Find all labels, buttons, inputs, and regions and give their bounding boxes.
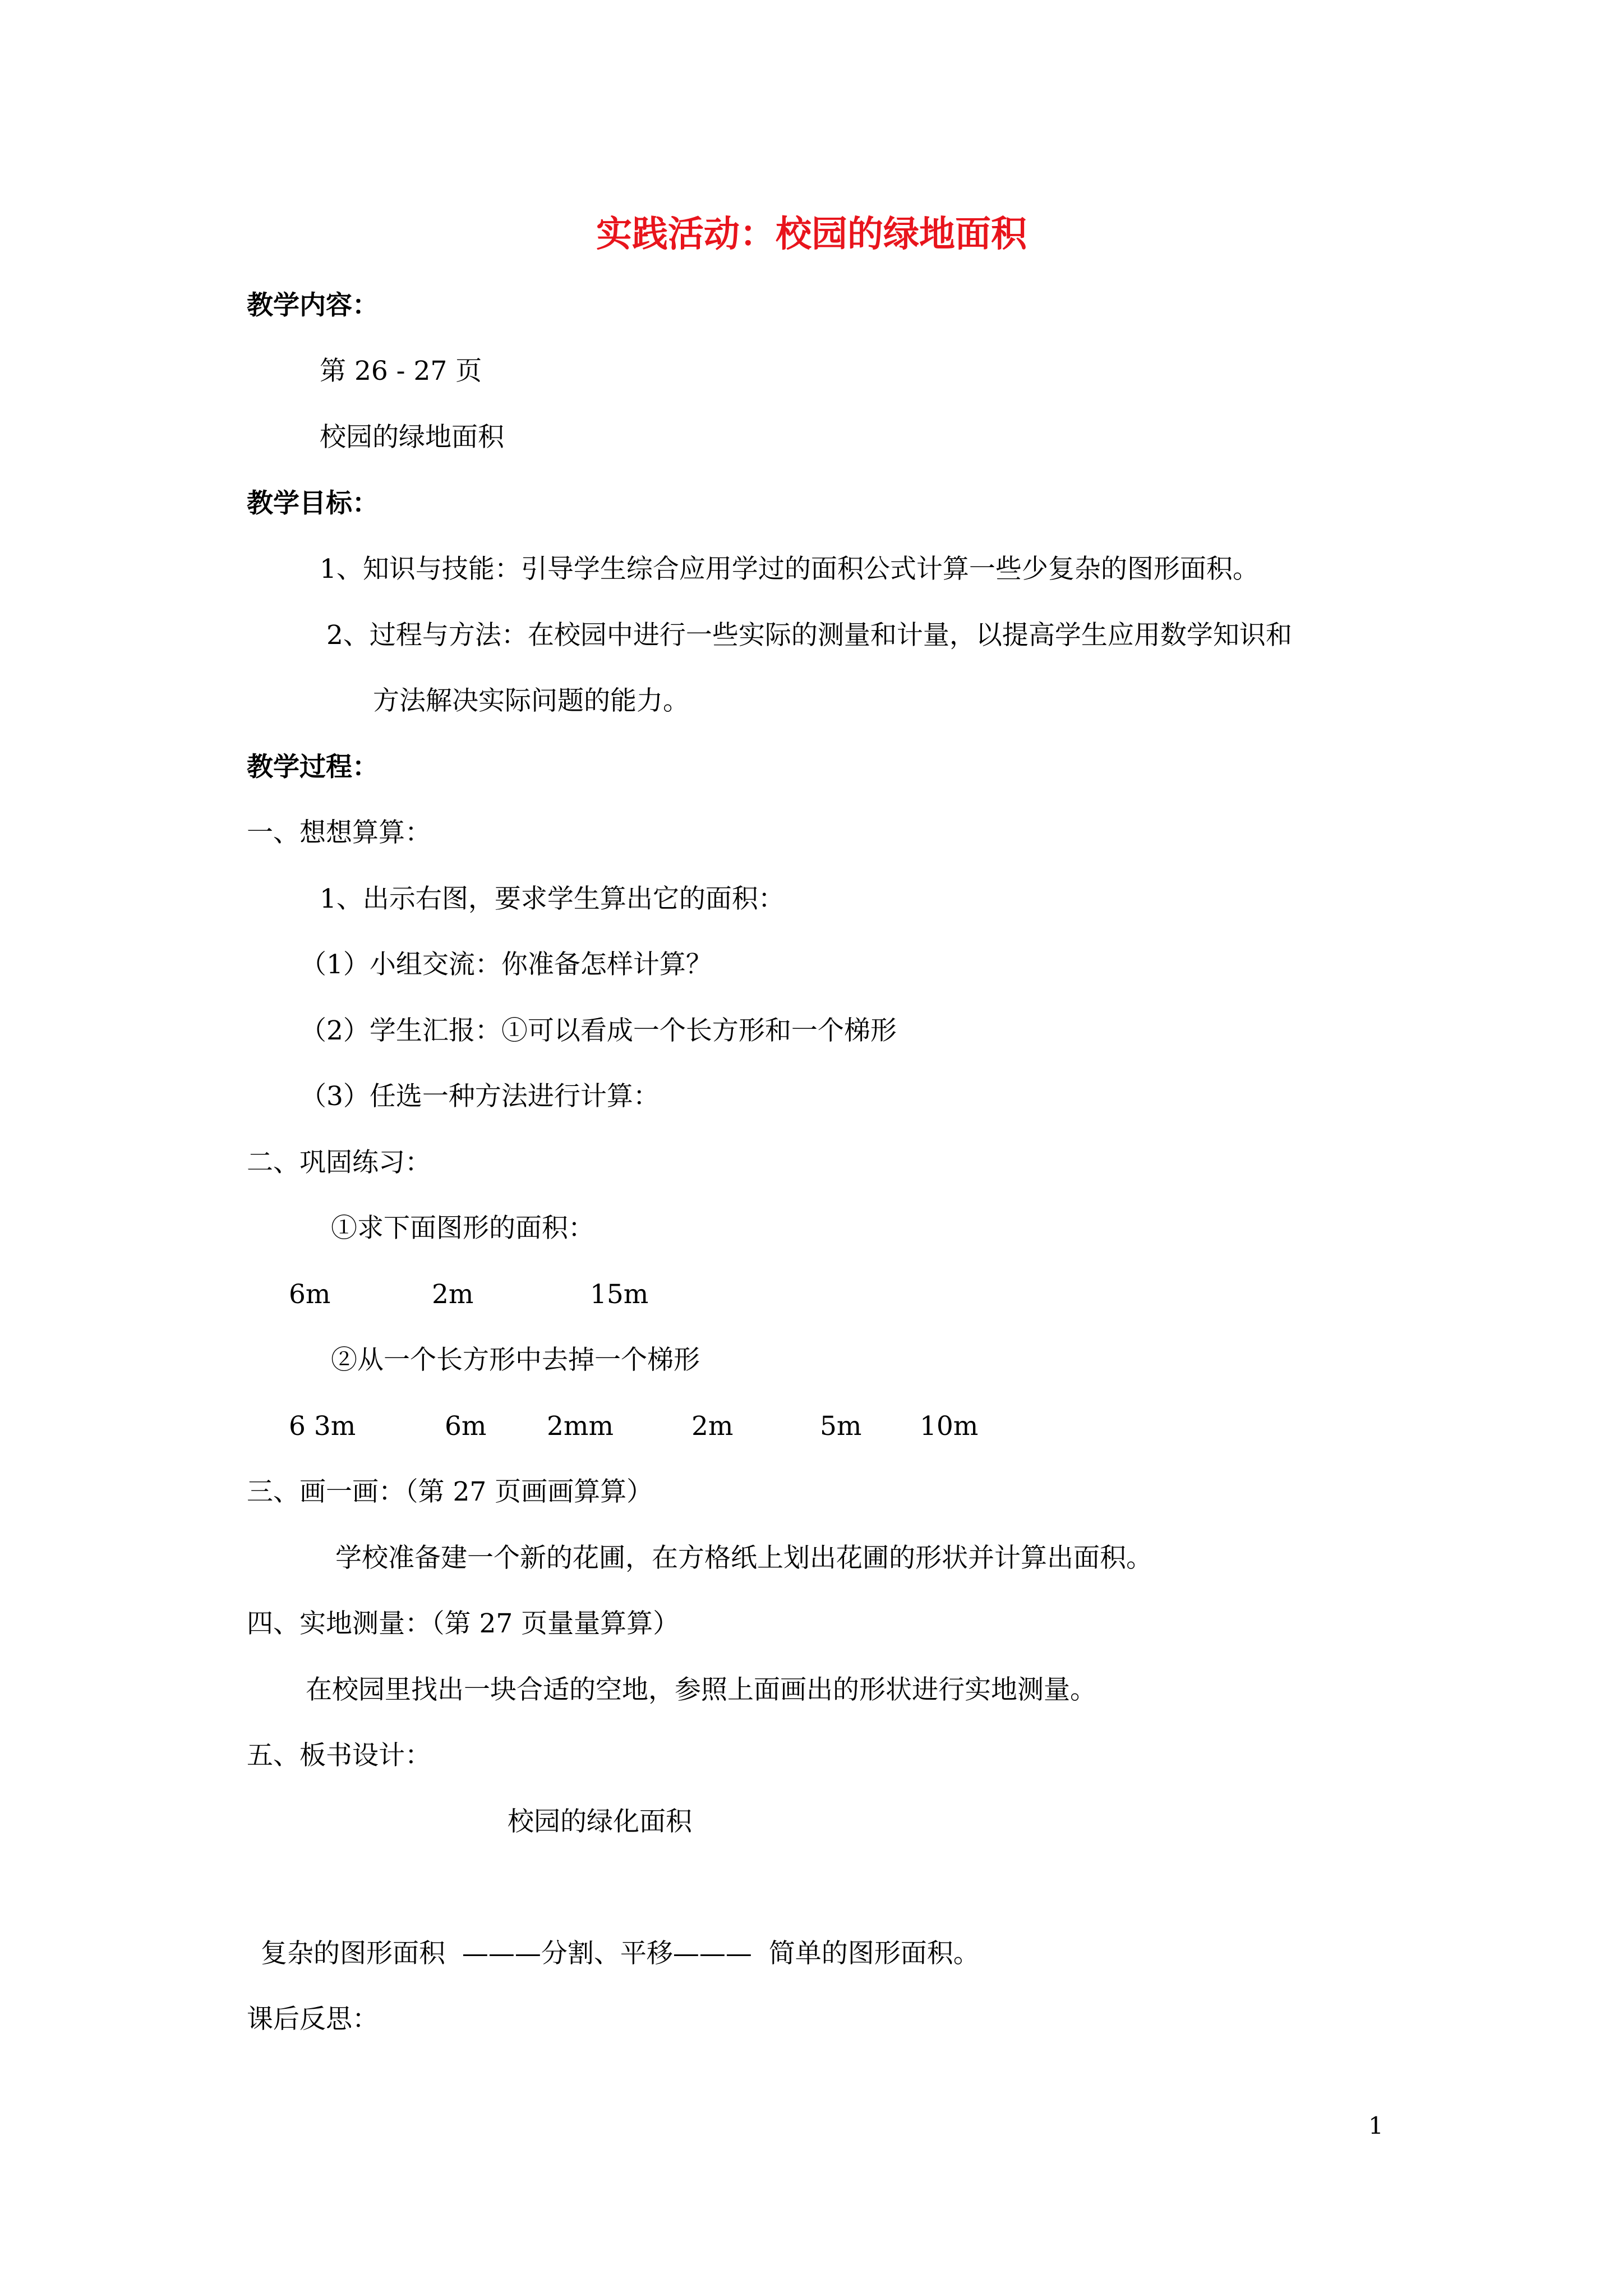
content-heading: 教学内容： — [247, 290, 379, 321]
goal-1: 1、知识与技能：引导学生综合应用学过的面积公式计算一些少复杂的图形面积。 — [320, 554, 1259, 585]
part3-text: 学校准备建一个新的花圃，在方格纸上划出花圃的形状并计算出面积。 — [335, 1543, 1152, 1573]
part4-text: 在校园里找出一块合适的空地，参照上面画出的形状进行实地测量。 — [306, 1674, 1096, 1705]
part2-ex2: ②从一个长方形中去掉一个梯形 — [331, 1345, 700, 1375]
part2-heading: 二、巩固练习： — [247, 1147, 431, 1178]
page-title: 实践活动：校园的绿地面积 — [596, 213, 1027, 255]
goal-2-line2: 方法解决实际问题的能力。 — [373, 685, 689, 716]
part1-sub1: （1）小组交流：你准备怎样计算？ — [300, 949, 712, 980]
ex2-dim: 2mm — [547, 1411, 614, 1442]
part1-sub2: （2）学生汇报：①可以看成一个长方形和一个梯形 — [300, 1015, 897, 1046]
part2-ex1: ①求下面图形的面积： — [331, 1213, 594, 1244]
goals-heading: 教学目标： — [247, 488, 379, 519]
content-pages: 第 26 - 27 页 — [320, 356, 482, 386]
part1-heading: 一、想想算算： — [247, 817, 431, 848]
ex2-dim: 10m — [920, 1411, 979, 1442]
part1-item1: 1、出示右图，要求学生算出它的面积： — [320, 884, 785, 914]
part3-heading: 三、画一画：（第 27 页画画算算） — [247, 1476, 653, 1507]
ex2-dim: 6m — [445, 1411, 487, 1442]
ex2-dim: 6 3m — [289, 1411, 356, 1442]
board-line: 复杂的图形面积 ———分割、平移——— 简单的图形面积。 — [261, 1938, 980, 1969]
reflection-heading: 课后反思： — [247, 2004, 379, 2035]
content-topic: 校园的绿地面积 — [320, 422, 504, 453]
ex1-dim: 15m — [590, 1279, 649, 1310]
ex1-dim: 2m — [432, 1279, 474, 1310]
ex2-dim: 5m — [820, 1411, 862, 1442]
part1-sub3: （3）任选一种方法进行计算： — [300, 1081, 660, 1112]
part4-heading: 四、实地测量：（第 27 页量量算算） — [247, 1608, 680, 1639]
ex2-dim: 2m — [691, 1411, 734, 1442]
board-title: 校园的绿化面积 — [508, 1806, 692, 1837]
page-number: 1 — [1368, 2112, 1384, 2139]
part5-heading: 五、板书设计： — [247, 1740, 431, 1771]
process-heading: 教学过程： — [247, 752, 379, 783]
ex1-dim: 6m — [289, 1279, 331, 1310]
goal-2-line1: 2、过程与方法：在校园中进行一些实际的测量和计量，以提高学生应用数学知识和 — [326, 620, 1292, 651]
